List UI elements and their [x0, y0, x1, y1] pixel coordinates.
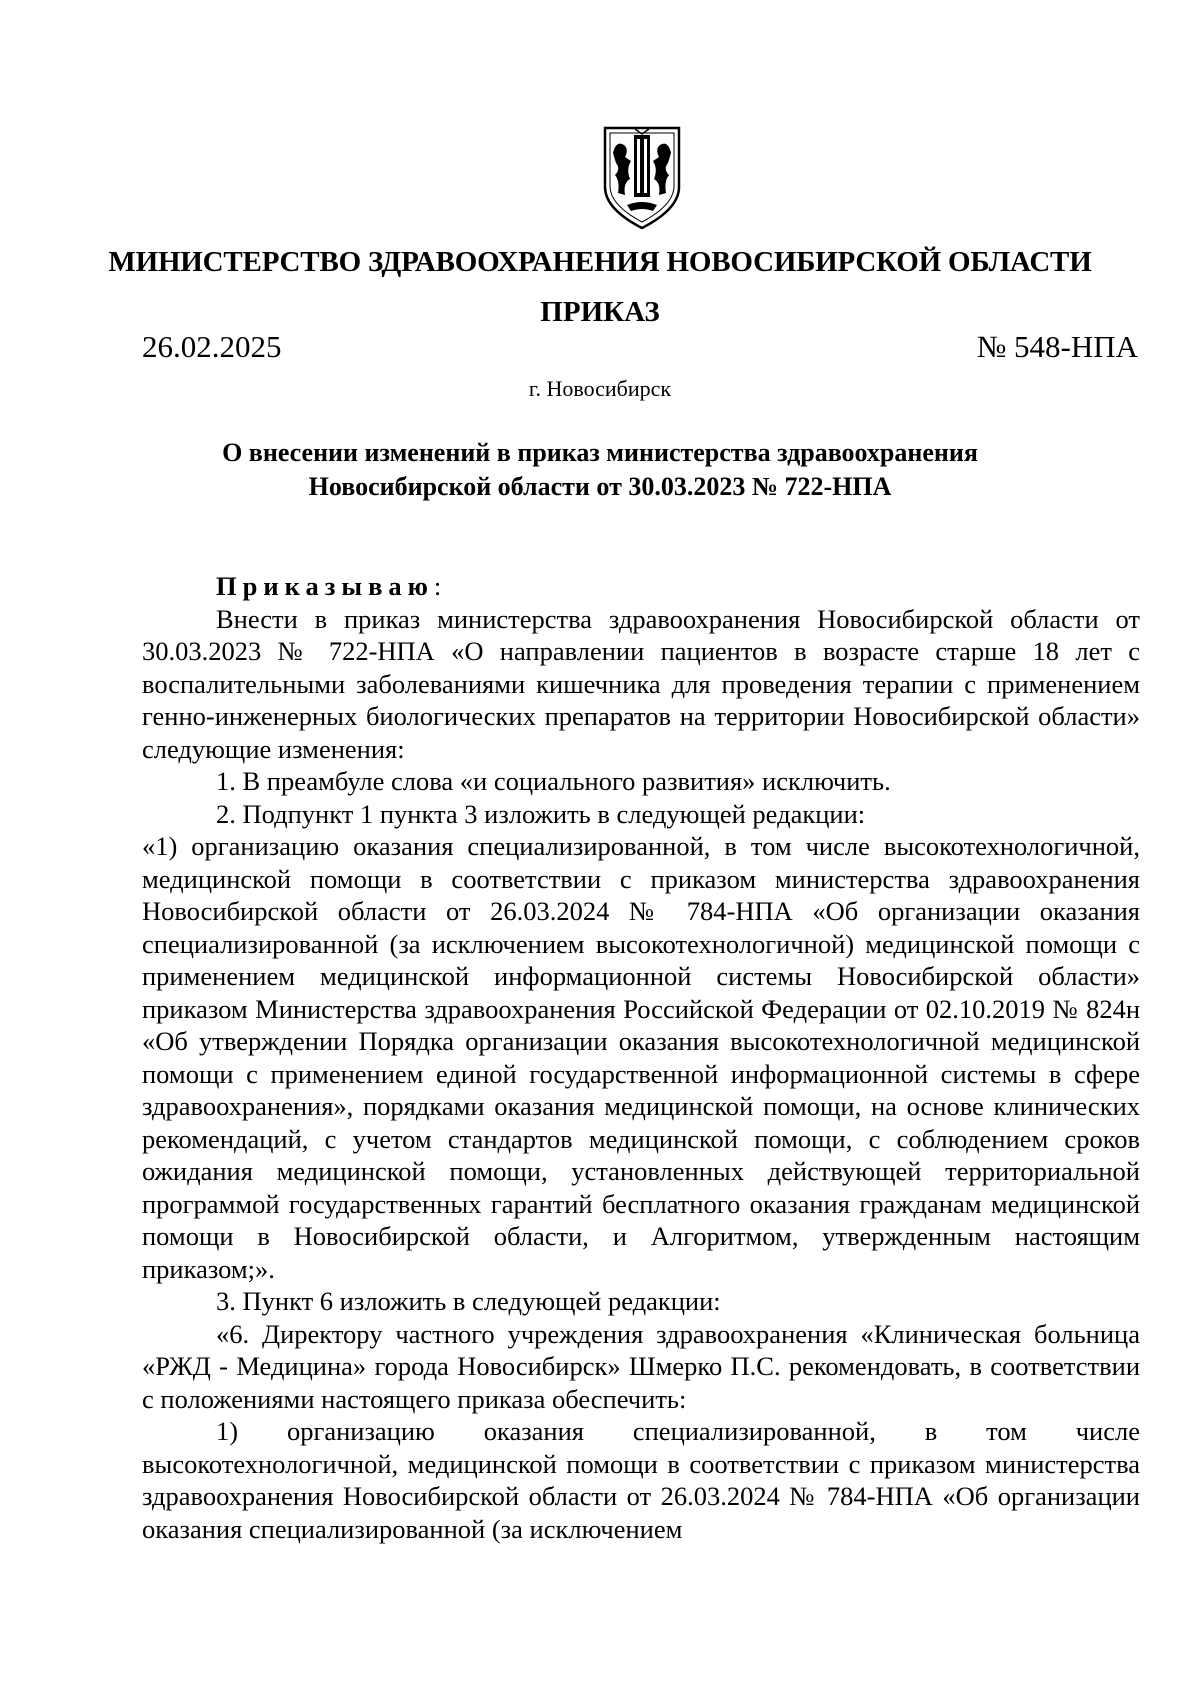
document-type: ПРИКАЗ [540, 296, 660, 328]
order-colon: : [433, 571, 442, 601]
paragraph-subitem-1-text: «1) организацию оказания специализированной, в том числе высокотехнологичной, медицинской помощи в соответствии с приказом министерства здравоохранения Новосибирской области от 26.03.2024 № 784-НПА «Об организации оказания специализированной (за исключением высокотехнологичной) медицинской помощи с применением медицинской информационной системы Новосибирской области» приказом Министерства здравоохранения Российской Федерации от 02.10.2019 № 824н «Об утверждении Порядка организации оказания высокотехнологичной медицинской помощи с применением единой государственной информационной системы в сфере здравоохранения», порядками оказания медицинской помощи, на основе клинических рекомендаций, с учетом стандартов медицинской помощи, с соблюдением сроков ожидания медицинской помощи, установленных действующей территориальной программой государственных гарантий бесплатного оказания гражданам медицинской помощи в Новосибирской области, и Алгоритмом, утвержденным настоящим приказом;». [142, 831, 1140, 1284]
document-number: № 548-НПА [976, 329, 1138, 364]
document-city: г. Новосибирск [528, 376, 672, 401]
document-body [142, 570, 1140, 1545]
paragraph-item-2: 2. Подпункт 1 пункта 3 изложить в следующей редакции: [216, 798, 866, 829]
paragraph-item-3: 3. Пункт 6 изложить в следующей редакции: [216, 1286, 721, 1316]
ministry-name: МИНИСТЕРСТВО ЗДРАВООХРАНЕНИЯ НОВОСИБИРСКОЙ ОБЛАСТИ [108, 246, 1092, 278]
paragraph-item-1: 1. В преамбуле слова «и социального развития» исключить. [216, 766, 891, 796]
paragraph-item-6-subitem-1: 1) организацию оказания специализированной, в том числе высокотехнологичной, медицинской помощи в соответствии с приказом министерства здравоохранения Новосибирской области от 26.03.2024 № 784-НПА «Об организации оказания специализированной (за исключением [142, 1416, 1140, 1544]
paragraph-item-6-text: «6. Директору частного учреждения здравоохранения «Клиническая больница «РЖД - Медицина» города Новосибирск» Шмерко П.С. рекомендовать, в соответствии с положениями настоящего приказа обеспечить: [142, 1318, 1140, 1414]
order-word: Приказываю [216, 571, 434, 601]
coat-of-arms-emblem [601, 125, 683, 231]
document-date: 26.02.2025 [142, 329, 282, 364]
title-line-2: Новосибирской области от 30.03.2023 № 722-НПА [308, 472, 892, 501]
paragraph-intro: Внести в приказ министерства здравоохранения Новосибирской области от 30.03.2023 № 722-НПА «О направлении пациентов в возрасте старше 18 лет с воспалительными заболеваниями кишечника для проведения терапии с применением генно-инженерных биологических препаратов на территории Новосибирской области» следующие изменения: [142, 603, 1140, 764]
document-title [100, 436, 1100, 504]
order-directive [142, 570, 1140, 603]
title-line-1: О внесении изменений в приказ министерства здравоохранения [222, 438, 978, 467]
